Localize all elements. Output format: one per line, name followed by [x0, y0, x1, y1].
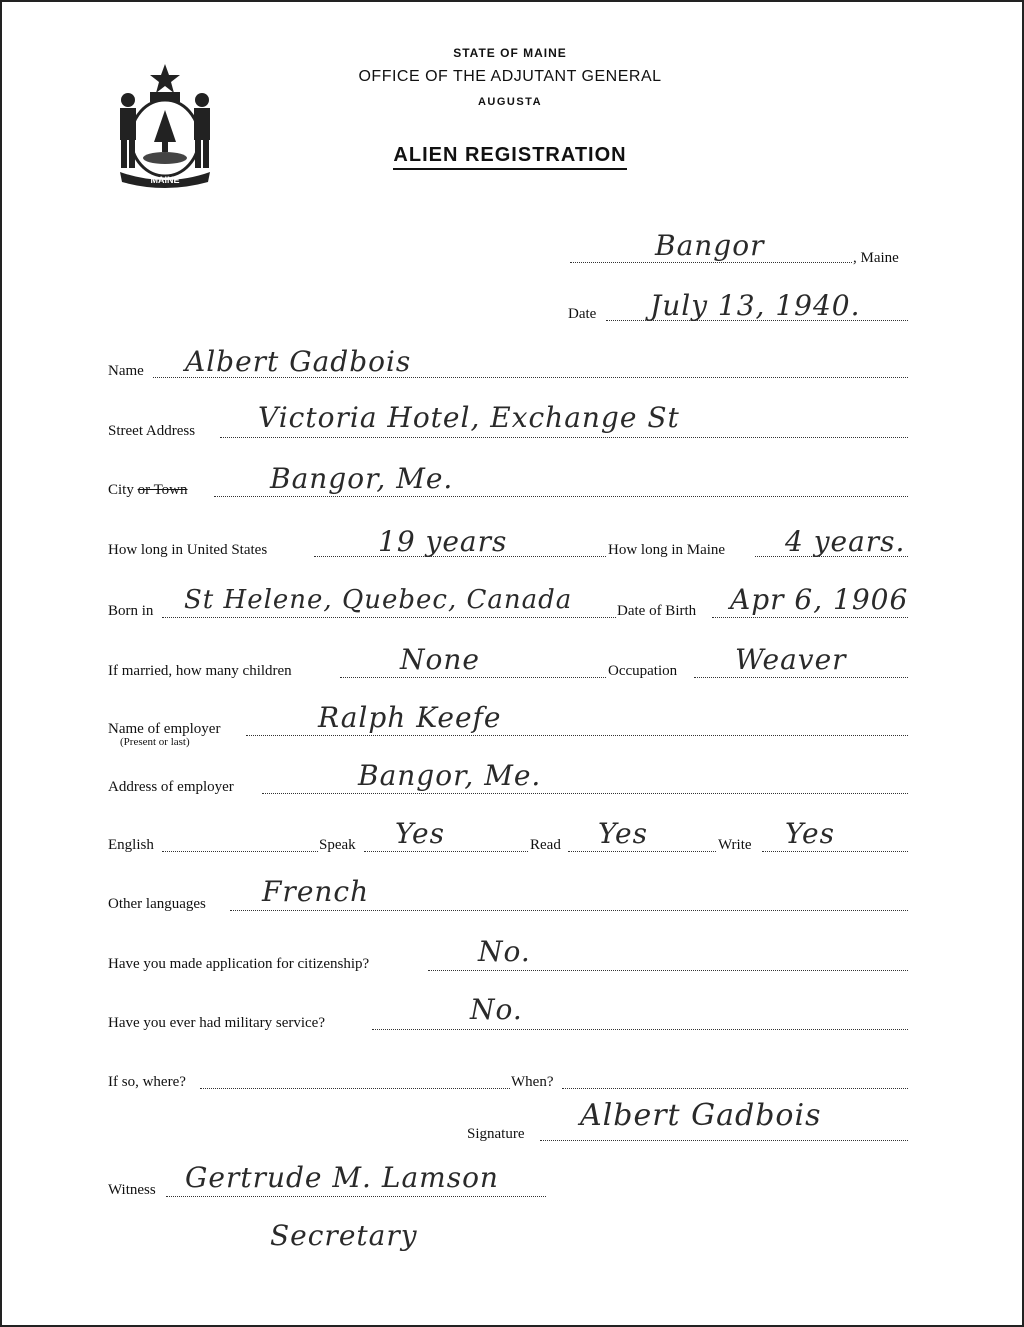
city-label-text: City — [108, 482, 138, 498]
military-value: No. — [470, 993, 523, 1026]
write-label: Write — [718, 837, 752, 853]
read-value: Yes — [598, 817, 648, 850]
when-label: When? — [511, 1074, 554, 1090]
city-label — [108, 482, 188, 498]
form-title — [340, 144, 680, 167]
signature-value: Albert Gadbois — [580, 1098, 822, 1133]
seal-text: MAINE — [150, 175, 180, 185]
maine-duration-value: 4 years. — [785, 525, 906, 558]
place-value: Bangor — [655, 229, 765, 262]
born-value: St Helene, Quebec, Canada — [184, 585, 573, 615]
state-heading: STATE OF MAINE — [453, 46, 567, 60]
employer-address-label: Address of employer — [108, 779, 234, 795]
witness-value: Gertrude M. Lamson — [185, 1161, 499, 1194]
date-value: July 13, 1940. — [650, 289, 861, 322]
other-languages-label: Other languages — [108, 896, 206, 912]
where-label: If so, where? — [108, 1074, 186, 1090]
dob-value: Apr 6, 1906 — [730, 583, 909, 616]
maine-duration-label: How long in Maine — [608, 542, 726, 558]
employer-address-value: Bangor, Me. — [358, 759, 542, 792]
speak-value: Yes — [395, 817, 445, 850]
read-label: Read — [530, 837, 561, 853]
citizenship-value: No. — [478, 935, 531, 968]
town-label-struck: or Town — [137, 482, 188, 498]
name-value: Albert Gadbois — [185, 345, 412, 378]
children-value: None — [400, 643, 480, 676]
us-duration-value: 19 years — [378, 525, 508, 558]
english-label: English — [108, 837, 154, 853]
employer-label: Name of employer — [108, 721, 221, 737]
name-label: Name — [108, 363, 144, 379]
citizenship-label: Have you made application for citizenship? — [108, 956, 370, 972]
city-value: Bangor, Me. — [270, 462, 454, 495]
dob-label: Date of Birth — [617, 603, 697, 619]
place-suffix: , Maine — [853, 250, 899, 266]
employer-value: Ralph Keefe — [318, 701, 502, 734]
form-title-text: ALIEN REGISTRATION — [393, 144, 626, 170]
witness-title: Secretary — [270, 1219, 418, 1252]
street-value: Victoria Hotel, Exchange St — [258, 401, 680, 434]
signature-label: Signature — [467, 1126, 525, 1142]
occupation-value: Weaver — [735, 643, 847, 676]
maine-state-seal-icon — [110, 60, 220, 188]
military-label: Have you ever had military service? — [108, 1015, 325, 1031]
occupation-label: Occupation — [608, 663, 678, 679]
city-heading: AUGUSTA — [477, 96, 543, 108]
write-value: Yes — [785, 817, 835, 850]
born-label: Born in — [108, 603, 154, 619]
office-heading: OFFICE OF THE ADJUTANT GENERAL — [358, 68, 662, 85]
date-label: Date — [568, 306, 597, 322]
children-label: If married, how many children — [108, 663, 292, 679]
employer-sublabel: (Present or last) — [120, 736, 190, 748]
other-languages-value: French — [262, 875, 370, 908]
speak-label: Speak — [319, 837, 356, 853]
us-duration-label: How long in United States — [108, 542, 268, 558]
street-label: Street Address — [108, 423, 196, 439]
witness-label: Witness — [108, 1182, 156, 1198]
